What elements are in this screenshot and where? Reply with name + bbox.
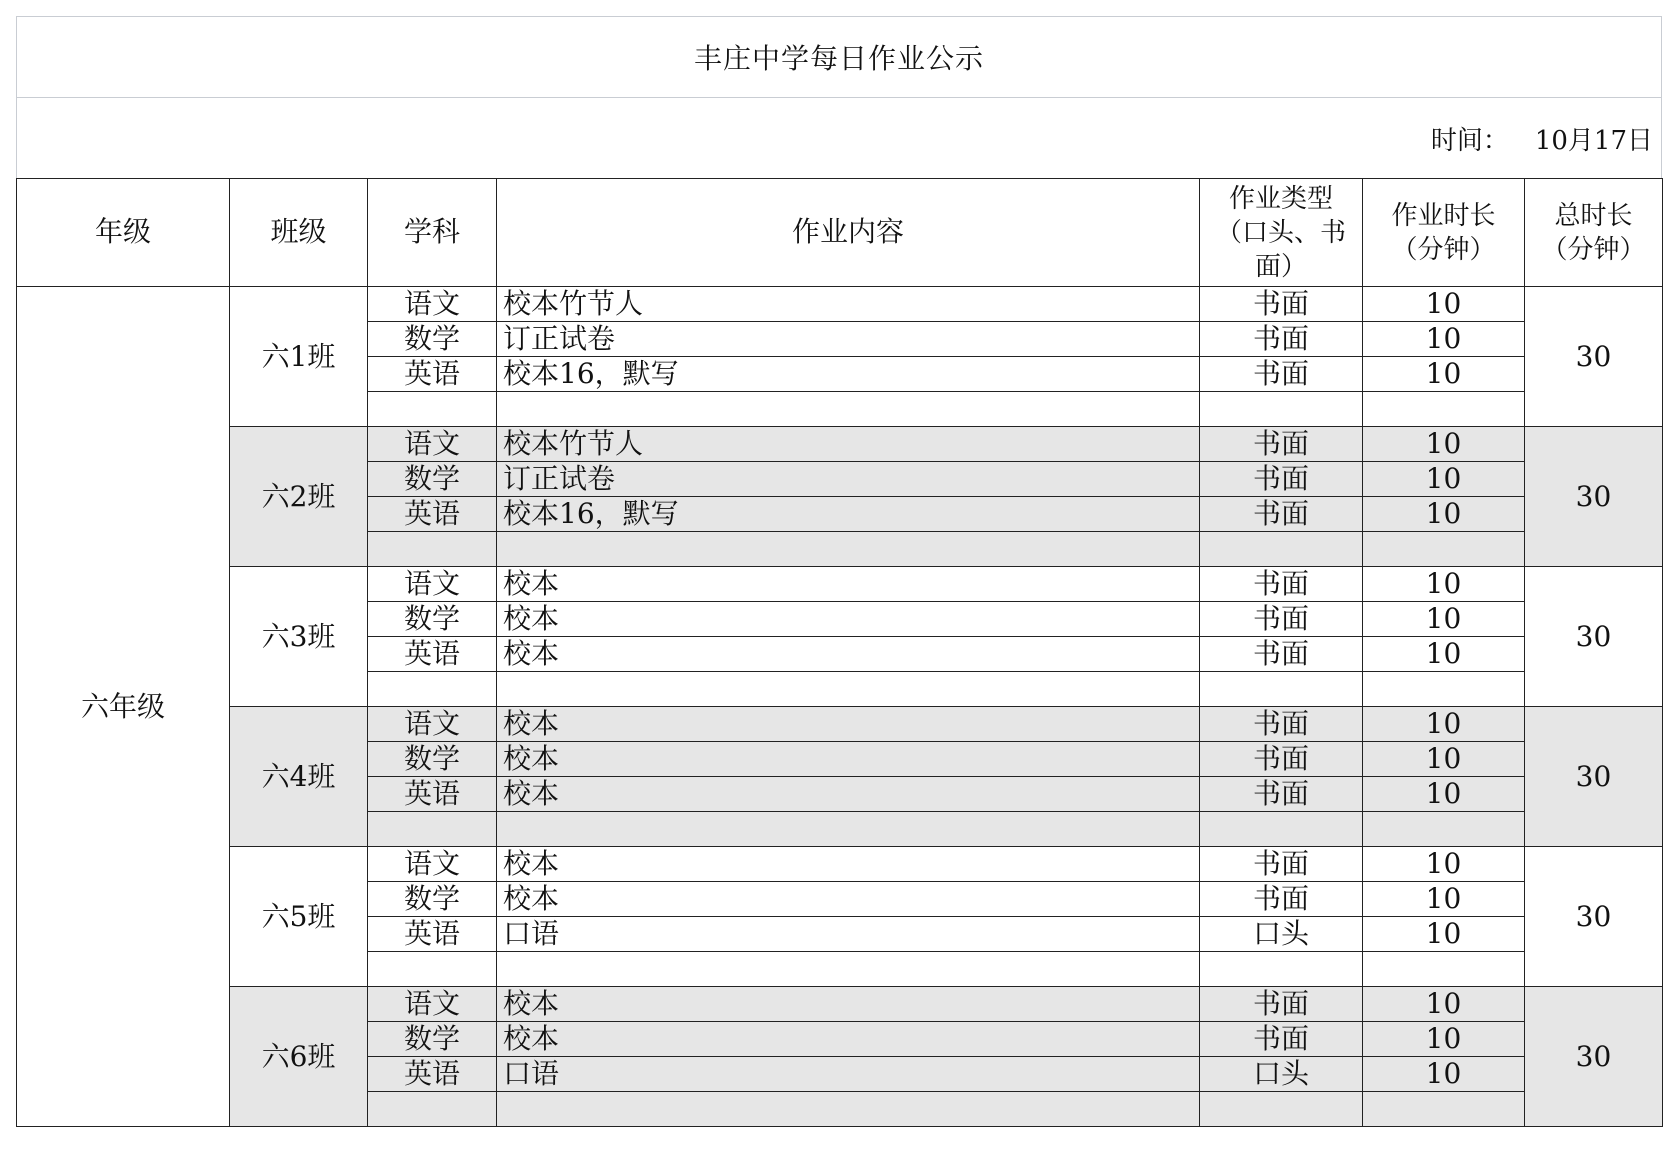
type-cell: 书面 <box>1200 497 1363 532</box>
homework-table <box>16 178 1663 1127</box>
type-cell: 书面 <box>1200 882 1363 917</box>
subject-cell: 数学 <box>368 742 497 777</box>
duration-cell <box>1363 1092 1525 1127</box>
subject-cell <box>368 952 497 987</box>
duration-cell <box>1363 392 1525 427</box>
content-cell <box>497 1092 1200 1127</box>
type-cell <box>1200 532 1363 567</box>
content-cell: 校本 <box>497 847 1200 882</box>
duration-cell: 10 <box>1363 777 1525 812</box>
subject-cell: 数学 <box>368 882 497 917</box>
type-cell <box>1200 1092 1363 1127</box>
duration-cell: 10 <box>1363 322 1525 357</box>
type-cell <box>1200 812 1363 847</box>
type-cell: 口头 <box>1200 1057 1363 1092</box>
type-cell: 书面 <box>1200 707 1363 742</box>
header-total: 总时长 （分钟） <box>1525 179 1663 287</box>
table-row <box>17 287 1663 322</box>
content-cell: 校本 <box>497 742 1200 777</box>
duration-cell: 10 <box>1363 987 1525 1022</box>
type-cell: 书面 <box>1200 427 1363 462</box>
duration-cell: 10 <box>1363 497 1525 532</box>
total-duration-cell: 30 <box>1525 287 1663 427</box>
class-name-cell: 六2班 <box>230 427 368 567</box>
header-duration: 作业时长 （分钟） <box>1363 179 1525 287</box>
subject-cell: 数学 <box>368 1022 497 1057</box>
type-cell: 书面 <box>1200 847 1363 882</box>
content-cell: 校本竹节人 <box>497 287 1200 322</box>
subject-cell <box>368 812 497 847</box>
class-name-cell: 六5班 <box>230 847 368 987</box>
content-cell: 校本 <box>497 637 1200 672</box>
header-type: 作业类型 （口头、书 面） <box>1200 179 1363 287</box>
sheet-title-row <box>16 16 1662 97</box>
subject-cell <box>368 1092 497 1127</box>
table-row <box>17 847 1663 882</box>
duration-cell: 10 <box>1363 637 1525 672</box>
header-row <box>17 179 1663 287</box>
content-cell: 校本 <box>497 567 1200 602</box>
duration-cell: 10 <box>1363 357 1525 392</box>
class-name-cell: 六3班 <box>230 567 368 707</box>
table-row <box>17 567 1663 602</box>
content-cell <box>497 392 1200 427</box>
class-name-cell: 六1班 <box>230 287 368 427</box>
subject-cell: 语文 <box>368 427 497 462</box>
content-cell <box>497 812 1200 847</box>
content-cell <box>497 532 1200 567</box>
total-duration-cell: 30 <box>1525 987 1663 1127</box>
subject-cell: 语文 <box>368 987 497 1022</box>
content-cell: 订正试卷 <box>497 322 1200 357</box>
content-cell: 校本 <box>497 1022 1200 1057</box>
class-name-cell: 六6班 <box>230 987 368 1127</box>
duration-cell: 10 <box>1363 1057 1525 1092</box>
duration-cell: 10 <box>1363 462 1525 497</box>
total-duration-cell: 30 <box>1525 427 1663 567</box>
subject-cell: 英语 <box>368 777 497 812</box>
type-cell: 书面 <box>1200 567 1363 602</box>
total-duration-cell: 30 <box>1525 707 1663 847</box>
content-cell: 订正试卷 <box>497 462 1200 497</box>
subject-cell: 数学 <box>368 602 497 637</box>
date-value: 10月17日 <box>1534 125 1653 156</box>
duration-cell <box>1363 812 1525 847</box>
subject-cell: 数学 <box>368 462 497 497</box>
subject-cell: 语文 <box>368 287 497 322</box>
type-cell: 书面 <box>1200 742 1363 777</box>
duration-cell: 10 <box>1363 707 1525 742</box>
content-cell: 校本 <box>497 987 1200 1022</box>
table-row <box>17 427 1663 462</box>
duration-cell <box>1363 672 1525 707</box>
subject-cell: 语文 <box>368 707 497 742</box>
type-cell: 书面 <box>1200 602 1363 637</box>
header-class: 班级 <box>230 179 368 287</box>
content-cell: 校本竹节人 <box>497 427 1200 462</box>
subject-cell: 英语 <box>368 357 497 392</box>
content-cell <box>497 952 1200 987</box>
subject-cell: 数学 <box>368 322 497 357</box>
type-cell: 口头 <box>1200 917 1363 952</box>
duration-cell: 10 <box>1363 847 1525 882</box>
type-cell: 书面 <box>1200 777 1363 812</box>
content-cell: 校本 <box>497 707 1200 742</box>
table-body <box>17 287 1663 1127</box>
date-label: 时间： <box>1430 125 1509 156</box>
type-cell: 书面 <box>1200 1022 1363 1057</box>
type-cell: 书面 <box>1200 357 1363 392</box>
subject-cell: 语文 <box>368 567 497 602</box>
content-cell: 校本 <box>497 882 1200 917</box>
total-duration-cell: 30 <box>1525 567 1663 707</box>
type-cell <box>1200 392 1363 427</box>
header-subject: 学科 <box>368 179 497 287</box>
date-row <box>16 97 1662 178</box>
content-cell: 口语 <box>497 1057 1200 1092</box>
content-cell: 校本 <box>497 777 1200 812</box>
type-cell: 书面 <box>1200 462 1363 497</box>
duration-cell: 10 <box>1363 1022 1525 1057</box>
table-row <box>17 987 1663 1022</box>
subject-cell: 英语 <box>368 917 497 952</box>
type-cell <box>1200 672 1363 707</box>
duration-cell: 10 <box>1363 287 1525 322</box>
subject-cell: 英语 <box>368 497 497 532</box>
type-cell: 书面 <box>1200 287 1363 322</box>
grade-cell: 六年级 <box>17 287 230 1127</box>
content-cell: 校本 <box>497 602 1200 637</box>
duration-cell: 10 <box>1363 427 1525 462</box>
sheet-title: 丰庄中学每日作业公示 <box>693 42 984 75</box>
type-cell: 书面 <box>1200 637 1363 672</box>
homework-sheet <box>16 16 1662 1127</box>
duration-cell: 10 <box>1363 742 1525 777</box>
duration-cell <box>1363 952 1525 987</box>
type-cell <box>1200 952 1363 987</box>
duration-cell: 10 <box>1363 882 1525 917</box>
type-cell: 书面 <box>1200 987 1363 1022</box>
header-grade: 年级 <box>17 179 230 287</box>
subject-cell: 语文 <box>368 847 497 882</box>
duration-cell: 10 <box>1363 917 1525 952</box>
content-cell: 口语 <box>497 917 1200 952</box>
subject-cell: 英语 <box>368 1057 497 1092</box>
content-cell: 校本16，默写 <box>497 357 1200 392</box>
duration-cell: 10 <box>1363 602 1525 637</box>
subject-cell: 英语 <box>368 637 497 672</box>
subject-cell <box>368 672 497 707</box>
table-row <box>17 707 1663 742</box>
content-cell <box>497 672 1200 707</box>
duration-cell <box>1363 532 1525 567</box>
class-name-cell: 六4班 <box>230 707 368 847</box>
subject-cell <box>368 392 497 427</box>
duration-cell: 10 <box>1363 567 1525 602</box>
total-duration-cell: 30 <box>1525 847 1663 987</box>
header-content: 作业内容 <box>497 179 1200 287</box>
type-cell: 书面 <box>1200 322 1363 357</box>
subject-cell <box>368 532 497 567</box>
content-cell: 校本16，默写 <box>497 497 1200 532</box>
